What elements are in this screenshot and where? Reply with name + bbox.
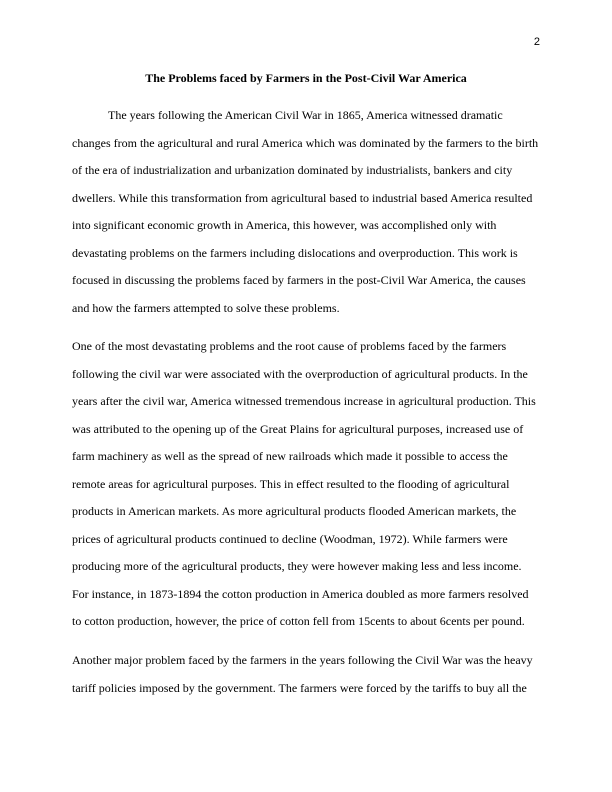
text-line: prices of agricultural products continued to decline (Woodman, 1972). While farmers were <box>72 531 508 546</box>
text-line: changes from the agricultural and rural America which was dominated by the farmers to the birth <box>72 135 539 150</box>
text-line: years after the civil war, America witnessed tremendous increase in agricultural production. This <box>72 394 536 408</box>
paragraph-tariffs <box>72 647 545 702</box>
text-line: products in American markets. As more agricultural products flooded American markets, the <box>72 504 517 518</box>
text-line: One of the most devastating problems and the root cause of problems faced by the farmers <box>72 339 507 353</box>
text-line: The years following the American Civil War in 1865, America witnessed dramatic <box>108 108 503 122</box>
paragraph-intro <box>72 102 545 322</box>
text-line: of the era of industrialization and urbanization dominated by industrialists, bankers and city <box>72 163 513 177</box>
text-line: farm machinery as well as the spread of new railroads which made it possible to access the <box>72 449 508 463</box>
text-line: to cotton production, however, the price of cotton fell from 15cents to about 6cents per pound. <box>72 614 525 628</box>
text-line: devastating problems on the farmers including dislocations and overproduction. This work is <box>72 245 518 260</box>
text-line: Another major problem faced by the farmers in the years following the Civil War was the heavy <box>72 653 533 667</box>
text-line: and how the farmers attempted to solve these problems. <box>72 300 340 315</box>
text-line: following the civil war were associated with the overproduction of agricultural products. In the <box>72 366 528 381</box>
text-line: dwellers. While this transformation from agricultural based to industrial based America resulted <box>72 190 533 205</box>
page-title: The Problems faced by Farmers in the Post-Civil War America <box>145 71 467 85</box>
text-line: producing more of the agricultural products, they were however making less and less income. <box>72 559 522 573</box>
text-line: remote areas for agricultural purposes. This in effect resulted to the flooding of agricultural <box>72 476 510 491</box>
text-line: focused in discussing the problems faced by farmers in the post-Civil War America, the causes <box>72 273 526 287</box>
text-line: into significant economic growth in America, this however, was accomplished only with <box>72 218 497 232</box>
text-line: For instance, in 1873-1894 the cotton production in America doubled as more farmers resolved <box>72 586 529 601</box>
text-line: tariff policies imposed by the government. The farmers were forced by the tariffs to buy all the <box>72 680 527 695</box>
paragraph-overproduction <box>72 333 545 636</box>
text-line: was attributed to the opening up of the Great Plains for agricultural purposes, increased use of <box>72 421 524 436</box>
page-number: 2 <box>533 36 540 48</box>
